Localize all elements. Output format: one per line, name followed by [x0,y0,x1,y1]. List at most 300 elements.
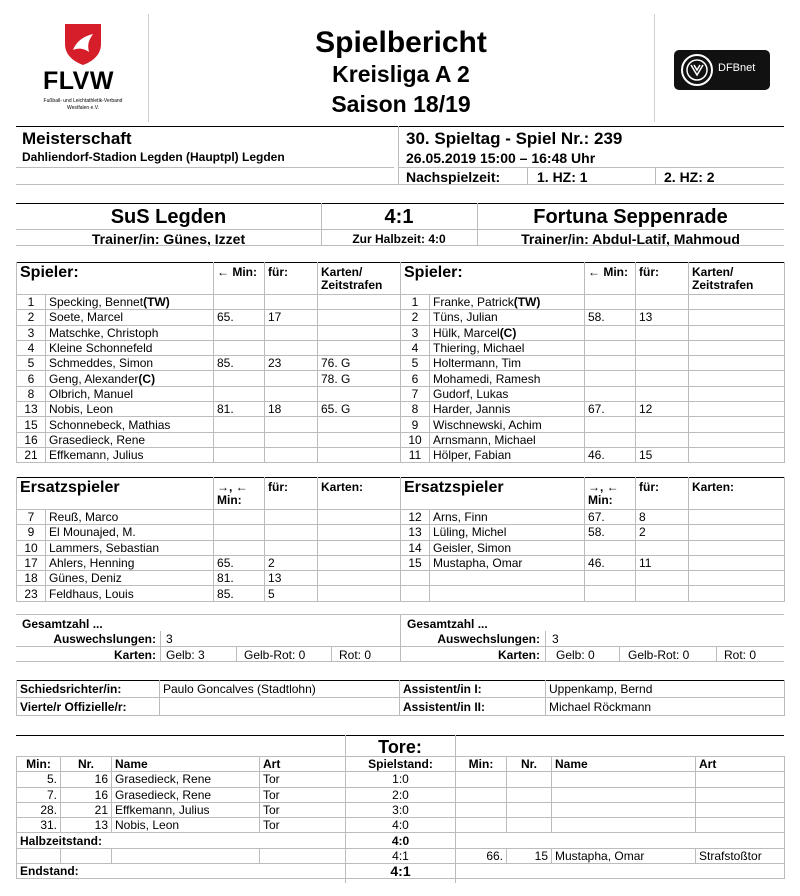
player-row [17,447,401,462]
sub-minute [214,325,265,340]
card: 78. G [318,371,401,386]
matchday: 30. Spieltag - Spiel Nr.: 239 [406,129,623,148]
player-number: 23 [17,586,46,601]
sub-for [265,525,318,540]
halftime-row [17,833,785,848]
sub-minute: 65. [214,555,265,570]
card [689,447,785,462]
home-subs-label: Auswechslungen: [53,632,156,646]
player-name [430,295,585,310]
min-out-header: ← Min: [214,262,265,295]
sub-for: 2 [265,555,318,570]
min-out-header-away: ← Min: [585,262,636,295]
goal-min-header: Min: [17,757,61,772]
halftime-value: 4:0 [346,833,456,848]
sub-minute: 67. [585,510,636,525]
away-goal-type [696,787,785,802]
player-name-text: Harder, Jannis [433,402,511,417]
goal-score: 1:0 [346,772,456,787]
player-row [17,386,401,401]
player-name-text: Arns, Finn [433,510,488,525]
away-subs-count: 3 [552,632,559,646]
home-players-table [16,262,401,463]
player-number: 5 [17,356,46,371]
player-number: 15 [401,555,430,570]
player-name-text: Günes, Deniz [49,571,122,586]
player-name-text: Reuß, Marco [49,510,119,525]
player-row [17,325,401,340]
player-name [46,571,214,586]
sub-minute: 65. [214,310,265,325]
player-number: 13 [401,525,430,540]
goal-type-header: Art [260,757,346,772]
player-name [430,555,585,570]
card [689,310,785,325]
flvw-logo [35,22,125,122]
player-name-text: Franke, Patrick [433,295,514,310]
goal-row [17,848,785,863]
player-number: 6 [17,371,46,386]
player-name-text: Hülk, Marcel [433,325,500,340]
sub-minute [214,510,265,525]
player-number: 11 [401,447,430,462]
goals-title: Tore: [378,737,422,757]
player-role: (TW) [143,295,170,310]
cards-header: Karten/ Zeitstrafen [318,262,401,295]
player-name-text: Hölper, Fabian [433,448,512,463]
sub-for: 13 [636,310,689,325]
away-total-label: Gesamtzahl ... [407,617,488,631]
sub-minute: 85. [214,586,265,601]
sub-for [636,586,689,601]
player-role: (C) [499,325,517,340]
sub-minute [214,386,265,401]
card [318,340,401,355]
sub-minute: 46. [585,447,636,462]
player-number: 6 [401,371,430,386]
player-number: 10 [17,540,46,555]
goal-minute [17,848,61,863]
player-name [430,356,585,371]
home-subs-count: 3 [166,632,173,646]
players-label: Spieler: [17,262,214,295]
sub-minute [585,325,636,340]
player-row [401,432,785,447]
player-name [430,525,585,540]
competition: Meisterschaft [22,129,132,148]
player-row [17,540,401,555]
sub-minute [585,417,636,432]
sub-minute [585,386,636,401]
away-goal-minute [456,772,507,787]
card [689,371,785,386]
player-name-text: Schmeddes, Simon [49,356,154,371]
player-number: 12 [401,510,430,525]
sub-for [265,371,318,386]
sub-for [265,295,318,310]
player-row [17,356,401,371]
player-name [46,586,214,601]
player-row [401,371,785,386]
away-yellow: Gelb: 0 [556,648,595,662]
player-row [17,402,401,417]
card [318,432,401,447]
first-half-stoppage: 1. HZ: 1 [537,169,588,185]
sub-for: 2 [636,525,689,540]
card [318,325,401,340]
sub-for [636,432,689,447]
player-name [46,295,214,310]
player-name [46,417,214,432]
flvw-badge-icon [63,22,103,66]
away-subs-table [400,477,785,602]
player-name [430,417,585,432]
player-row [17,571,401,586]
player-name [46,371,214,386]
venue: Dahliendorf-Stadion Legden (Hauptpl) Legden [22,150,285,164]
player-row [17,417,401,432]
player-name-text: Olbrich, Manuel [49,386,134,401]
player-name [46,510,214,525]
for-header-away: für: [636,262,689,295]
player-name [430,310,585,325]
player-row [17,510,401,525]
sub-for: 23 [265,356,318,371]
sub-minute [214,432,265,447]
player-number [401,571,430,586]
player-row [401,386,785,401]
away-players-table [400,262,785,463]
away-goal-minute [456,787,507,802]
empty-cell [456,833,785,848]
player-number: 4 [17,340,46,355]
away-goal-type [696,802,785,817]
goal-player [112,848,260,863]
sub-for [636,571,689,586]
sub-minute [585,356,636,371]
goal-score: 4:1 [346,848,456,863]
player-number: 8 [17,386,46,401]
league-title: Kreisliga A 2 [332,61,470,87]
player-name [46,540,214,555]
sub-minute [214,525,265,540]
player-name-text: El Mounajed, M. [49,525,136,540]
sub-minute [585,432,636,447]
sub-for [265,447,318,462]
player-name [46,356,214,371]
cards-header-away: Karten/ Zeitstrafen [689,262,785,295]
players-label-away: Spieler: [401,262,585,295]
player-name-text: Soete, Marcel [49,310,124,325]
player-name-text: Effkemann, Julius [49,448,144,463]
sub-for [636,540,689,555]
home-subs-table [16,477,401,602]
player-name [46,402,214,417]
away-goal-player-nr [507,818,552,833]
fourth-official-label: Vierte/r Offizielle/r: [17,698,160,716]
player-row [401,540,785,555]
player-row [17,295,401,310]
player-row [401,310,785,325]
card [689,571,785,586]
goal-row [17,818,785,833]
player-number: 18 [17,571,46,586]
goal-player-nr: 16 [61,772,112,787]
card [689,295,785,310]
card [689,325,785,340]
card [689,510,785,525]
home-total-label: Gesamtzahl ... [22,617,103,631]
away-red: Rot: 0 [724,648,757,662]
sub-for: 13 [265,571,318,586]
assistant1-name: Uppenkamp, Bernd [546,680,785,698]
away-cards-label: Karten: [497,648,540,662]
sub-for: 12 [636,402,689,417]
player-name [430,325,585,340]
stoppage-label: Nachspielzeit: [406,169,501,185]
goal-type: Tor [260,772,346,787]
goal-nr-header: Nr. [61,757,112,772]
player-row [17,586,401,601]
player-name [430,340,585,355]
sub-minute [585,571,636,586]
goal-minute: 7. [17,787,61,802]
player-name-text: Mustapha, Omar [433,556,523,571]
card [689,386,785,401]
away-subs-label: Auswechslungen: [437,632,540,646]
referee-name: Paulo Goncalves (Stadtlohn) [160,680,400,698]
away-goal-type [696,772,785,787]
player-name [430,432,585,447]
player-number: 1 [17,295,46,310]
player-name-text: Schonnebeck, Mathias [49,417,171,432]
goal-minute: 31. [17,818,61,833]
away-goal-type [696,818,785,833]
sub-for [636,295,689,310]
player-name-text: Tüns, Julian [433,310,498,325]
final-value: 4:1 [346,864,456,879]
player-name-text: Mohamedi, Ramesh [433,371,541,386]
card [689,340,785,355]
sub-minute [214,447,265,462]
final-score-big: 4:1 [384,206,414,228]
player-number [401,586,430,601]
player-role: (C) [138,371,156,386]
player-name [430,510,585,525]
player-name [430,386,585,401]
sub-for: 8 [636,510,689,525]
empty-cell [456,864,785,879]
final-row [17,864,785,879]
sub-minute [214,540,265,555]
halftime-score: Zur Halbzeit: 4:0 [352,232,446,246]
away-goal-player [552,772,696,787]
player-number: 21 [17,447,46,462]
player-number: 17 [17,555,46,570]
away-goal-minute: 66. [456,848,507,863]
player-name [430,540,585,555]
goal-player-nr: 16 [61,787,112,802]
card [318,386,401,401]
player-row [17,340,401,355]
card [318,571,401,586]
home-team: SuS Legden [110,206,227,228]
player-name-text: Lüling, Michel [433,525,507,540]
officials-table [16,680,785,716]
away-goal-type: Strafstoßtor [696,848,785,863]
sub-minute [585,371,636,386]
sub-minute [585,540,636,555]
sub-for [265,432,318,447]
player-row [401,586,785,601]
away-goal-player: Mustapha, Omar [552,848,696,863]
player-number: 5 [401,356,430,371]
goal-score: 2:0 [346,787,456,802]
home-yellow: Gelb: 3 [166,648,205,662]
player-row [401,356,785,371]
player-name-text: Wischnewski, Achim [433,417,542,432]
player-number: 7 [401,386,430,401]
sub-for [636,371,689,386]
sub-minute [585,340,636,355]
sub-for [265,540,318,555]
home-coach: Trainer/in: Günes, Izzet [91,231,246,247]
subs-for-header: für: [265,477,318,510]
player-name [430,571,585,586]
sub-for [636,417,689,432]
sub-minute [214,417,265,432]
home-red: Rot: 0 [339,648,372,662]
sub-minute: 58. [585,525,636,540]
player-name [46,340,214,355]
player-name-text: Gudorf, Lukas [433,386,509,401]
home-yellowred: Gelb-Rot: 0 [244,648,306,662]
player-row [401,417,785,432]
player-name-text: Feldhaus, Louis [49,586,134,601]
sub-minute [214,340,265,355]
assistant2-name: Michael Röckmann [546,698,785,716]
player-number: 7 [17,510,46,525]
goal-minute: 5. [17,772,61,787]
card [318,510,401,525]
header [16,14,783,122]
sub-for [265,417,318,432]
player-name-text: Lammers, Sebastian [49,540,160,555]
player-row [401,525,785,540]
player-name [46,310,214,325]
player-name-text: Geng, Alexander [49,371,139,386]
subs-for-header-away: für: [636,477,689,510]
match-datetime: 26.05.2019 15:00 – 16:48 Uhr [406,150,596,166]
player-name-text: Ahlers, Henning [49,556,135,571]
goal-row [17,802,785,817]
player-row [401,402,785,417]
player-number: 2 [401,310,430,325]
card [318,447,401,462]
card: 76. G [318,356,401,371]
sub-for [265,510,318,525]
dfbnet-text: DFBnet [718,62,756,74]
card [318,540,401,555]
sub-for: 18 [265,402,318,417]
goal-minute: 28. [17,802,61,817]
goal-type: Tor [260,818,346,833]
dfbnet-logo [674,50,770,90]
player-name [430,586,585,601]
sub-minute: 58. [585,310,636,325]
sub-minute: 81. [214,571,265,586]
player-row [17,432,401,447]
sub-for [636,386,689,401]
player-number: 8 [401,402,430,417]
season-title: Saison 18/19 [331,91,471,117]
player-name-text: Specking, Bennet [49,295,144,310]
subs-label: Ersatzspieler [17,477,214,510]
card [318,295,401,310]
away-goal-player [552,802,696,817]
away-goal-minute [456,818,507,833]
sub-for [636,356,689,371]
card [318,525,401,540]
card [689,555,785,570]
away-goal-type-header: Art [696,757,785,772]
sub-for: 11 [636,555,689,570]
card [318,417,401,432]
goal-player-nr: 21 [61,802,112,817]
player-name [430,402,585,417]
flvw-logo-text: FLVW [43,67,114,95]
player-name-text: Matschke, Christoph [49,325,159,340]
sub-minute: 67. [585,402,636,417]
subs-cards-header-away: Karten: [689,477,785,510]
min-in-out-header-away: →, ← Min: [585,477,636,510]
sub-for: 17 [265,310,318,325]
player-role: (TW) [513,295,541,310]
player-row [401,295,785,310]
sub-for [265,386,318,401]
sub-minute [585,586,636,601]
referee-label: Schiedsrichter/in: [17,680,160,698]
page-title: Spielbericht [315,26,487,59]
sub-for [636,325,689,340]
sub-minute: 46. [585,555,636,570]
goal-player: Grasedieck, Rene [112,772,260,787]
card [318,310,401,325]
player-number: 2 [17,310,46,325]
player-number: 10 [401,432,430,447]
dfb-eagle-icon [680,53,714,87]
player-name-text: Geisler, Simon [433,540,512,555]
for-header: für: [265,262,318,295]
subs-label-away: Ersatzspieler [401,477,585,510]
sub-minute: 81. [214,402,265,417]
goal-score-header: Spielstand: [346,757,456,772]
player-name-text: Grasedieck, Rene [49,432,146,447]
card [689,356,785,371]
assistant1-label: Assistent/in I: [400,680,546,698]
subs-cards-header: Karten: [318,477,401,510]
card [689,586,785,601]
goal-type: Tor [260,787,346,802]
away-goal-nr-header: Nr. [507,757,552,772]
goal-type: Tor [260,802,346,817]
player-name-text: Thiering, Michael [433,341,525,356]
away-goal-player [552,787,696,802]
player-number: 14 [401,540,430,555]
goal-player: Grasedieck, Rene [112,787,260,802]
card [318,586,401,601]
player-row [17,371,401,386]
